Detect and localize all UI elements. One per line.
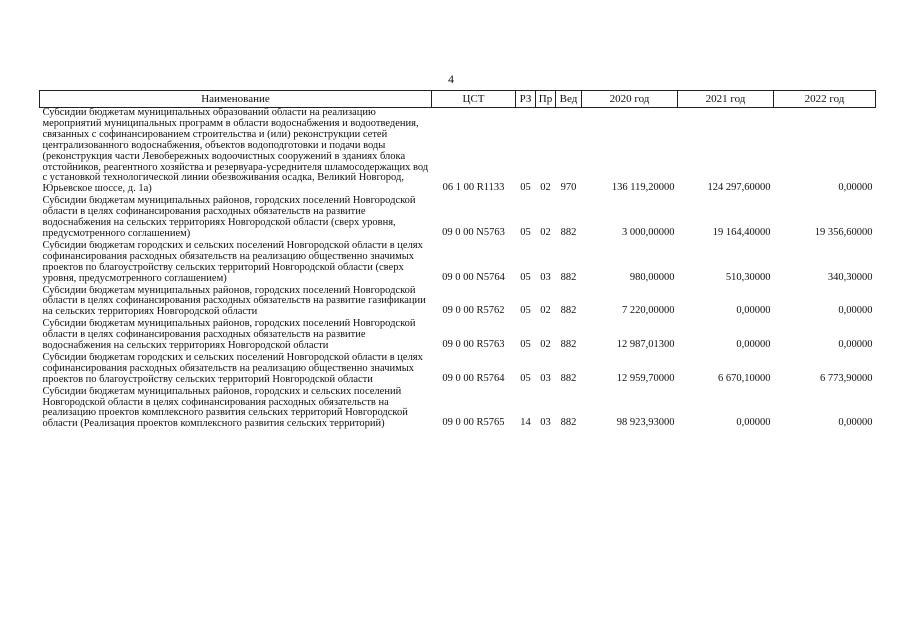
row-ved: 882 bbox=[560, 226, 577, 238]
page-number: 4 bbox=[448, 72, 454, 86]
row-pr: 02 bbox=[540, 305, 551, 317]
table-row bbox=[40, 241, 876, 286]
table-row bbox=[40, 108, 876, 197]
row-2020: 980,00000 bbox=[629, 271, 675, 283]
row-pr: 02 bbox=[540, 339, 551, 351]
table-row bbox=[40, 319, 876, 353]
header-pr: Пр bbox=[536, 91, 556, 108]
row-2020: 3 000,00000 bbox=[622, 226, 675, 238]
row-2021: 0,00000 bbox=[736, 305, 771, 317]
table-row bbox=[40, 387, 876, 432]
row-rz: 05 bbox=[520, 226, 531, 238]
row-2021: 124 297,60000 bbox=[707, 182, 771, 194]
row-2022: 0,00000 bbox=[838, 182, 873, 194]
row-rz: 05 bbox=[520, 339, 531, 351]
table-row bbox=[40, 353, 876, 387]
row-name: Субсидии бюджетам муниципальных районов, городских и сельских поселений Новгородской области в целях софинансирования расходных обязательств на реализацию проектов комплексного развития сельских территорий Новгородской области (Реализация проектов комплексного развития сельских территорий) bbox=[42, 386, 408, 430]
row-2022: 0,00000 bbox=[838, 339, 873, 351]
row-2020: 12 959,70000 bbox=[616, 372, 675, 384]
header-2021: 2021 год bbox=[678, 91, 774, 108]
row-2020: 7 220,00000 bbox=[622, 305, 675, 317]
row-2020: 136 119,20000 bbox=[611, 182, 675, 194]
header-cst: ЦСТ bbox=[432, 91, 516, 108]
row-rz: 05 bbox=[520, 271, 531, 283]
row-rz: 05 bbox=[520, 372, 531, 384]
row-name: Субсидии бюджетам городских и сельских поселений Новгородской области в целях софинансирования расходных обязательств на реализацию общественно значимых проектов по благоустройству сельских территорий Новгородской области (сверх уровня, предусмотренного соглашением) bbox=[42, 240, 423, 284]
row-name: Субсидии бюджетам муниципальных образований области на реализацию мероприятий муниципальных программ в области водоснабжения и водоотведения, связанных с софинансированием строительства и (или) реконструкции сетей централизованного водоснабжения, объектов водоподготовки и подачи воды (реконструкция части Левобережных водоочистных сооружений в зданиях блока отстойников, реагентного хозяйства и резервуара-усреднителя шламосодержащих вод с установкой технологической линии обезвоживания осадка, Великий Новгород, Юрьевское шоссе, д. 1а) bbox=[42, 107, 429, 195]
row-2022: 0,00000 bbox=[838, 417, 873, 429]
header-row bbox=[40, 91, 876, 108]
row-pr: 03 bbox=[540, 417, 551, 429]
row-rz: 14 bbox=[520, 417, 531, 429]
row-2020: 12 987,01300 bbox=[616, 339, 675, 351]
header-2022: 2022 год bbox=[774, 91, 876, 108]
row-pr: 03 bbox=[540, 271, 551, 283]
row-ved: 882 bbox=[560, 417, 577, 429]
row-2022: 340,30000 bbox=[827, 271, 873, 283]
row-name: Субсидии бюджетам муниципальных районов, городских поселений Новгородской области в целях софинансирования расходных обязательств на развитие газификации на сельских территориях Новгородской области bbox=[42, 285, 426, 318]
row-ved: 882 bbox=[560, 372, 577, 384]
row-pr: 02 bbox=[540, 226, 551, 238]
table-row bbox=[40, 196, 876, 241]
row-cst: 09 0 00 R5765 bbox=[442, 417, 505, 429]
row-name: Субсидии бюджетам городских и сельских поселений Новгородской области в целях софинансирования расходных обязательств на реализацию общественно значимых проектов по благоустройству сельских территорий Новгородской области bbox=[42, 352, 423, 385]
row-cst: 06 1 00 R1133 bbox=[442, 182, 505, 194]
row-cst: 09 0 00 R5763 bbox=[442, 339, 505, 351]
table-row bbox=[40, 286, 876, 320]
row-2021: 0,00000 bbox=[736, 417, 771, 429]
row-2021: 6 670,10000 bbox=[718, 372, 771, 384]
header-name: Наименование bbox=[40, 91, 432, 108]
row-ved: 882 bbox=[560, 271, 577, 283]
row-cst: 09 0 00 N5764 bbox=[442, 271, 505, 283]
row-ved: 882 bbox=[560, 339, 577, 351]
row-2021: 510,30000 bbox=[725, 271, 771, 283]
row-2021: 19 164,40000 bbox=[712, 226, 771, 238]
header-rz: РЗ bbox=[516, 91, 536, 108]
row-name: Субсидии бюджетам муниципальных районов, городских поселений Новгородской области в целях софинансирования расходных обязательств на развитие водоснабжения на сельских территориях Новгородской области (сверх уровня, предусмотренного соглашением) bbox=[42, 196, 416, 239]
row-2021: 0,00000 bbox=[736, 339, 771, 351]
row-2020: 98 923,93000 bbox=[616, 417, 675, 429]
row-cst: 09 0 00 R5762 bbox=[442, 305, 505, 317]
row-2022: 0,00000 bbox=[838, 305, 873, 317]
row-pr: 03 bbox=[540, 372, 551, 384]
row-pr: 02 bbox=[540, 182, 551, 194]
row-cst: 09 0 00 R5764 bbox=[442, 372, 505, 384]
row-2022: 6 773,90000 bbox=[820, 372, 873, 384]
header-ved: Вед bbox=[556, 91, 582, 108]
row-rz: 05 bbox=[520, 305, 531, 317]
row-ved: 882 bbox=[560, 305, 577, 317]
row-ved: 970 bbox=[560, 182, 577, 194]
budget-table bbox=[39, 90, 876, 431]
header-2020: 2020 год bbox=[582, 91, 678, 108]
row-rz: 05 bbox=[520, 182, 531, 194]
row-name: Субсидии бюджетам муниципальных районов, городских поселений Новгородской области в целях софинансирования расходных обязательств на развитие водоснабжения на сельских территориях Новгородской области bbox=[42, 319, 416, 352]
row-2022: 19 356,60000 bbox=[814, 226, 873, 238]
row-cst: 09 0 00 N5763 bbox=[442, 226, 505, 238]
